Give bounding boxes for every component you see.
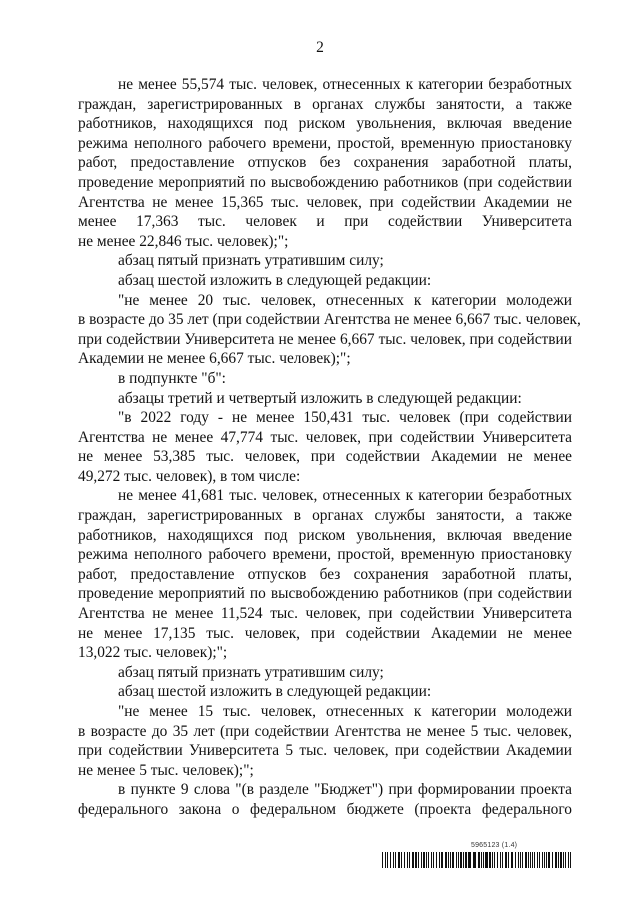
text-line: Академии не менее 6,667 тыс. человек);"; — [78, 350, 351, 368]
text-line: работ, предоставление отпусков без сохранения заработной платы, — [78, 565, 572, 583]
barcode-bar — [478, 852, 480, 868]
barcode-bar — [542, 852, 543, 868]
barcode-bar — [530, 852, 531, 868]
barcode-bar — [415, 852, 417, 868]
barcode-bar — [483, 852, 484, 868]
barcode-bar — [385, 852, 386, 868]
text-line: "не менее 15 тыс. человек, отнесенных к категории молодежи — [118, 703, 572, 720]
text-line: не менее 53,385 тыс. человек, при содействии Академии не менее — [78, 448, 572, 466]
text-line: федерального закона о федеральном бюджете (проекта федерального — [78, 800, 572, 818]
barcode-bar — [537, 852, 538, 868]
text-line: при содействии Университета не менее 6,667 тыс. человек, при содействии — [78, 330, 572, 348]
barcode-bar — [489, 852, 491, 868]
text-line: абзац пятый признать утратившим силу; — [118, 252, 384, 270]
barcode-bar — [465, 852, 467, 868]
barcode-bar — [390, 852, 391, 868]
barcode-bar — [398, 852, 400, 868]
barcode-bar — [423, 852, 425, 868]
barcode-bar — [481, 852, 482, 868]
barcode-bar — [401, 852, 402, 868]
text-line: не менее 55,574 тыс. человек, отнесенных к категории безработных — [118, 76, 572, 93]
text-line: граждан, зарегистрированных в органах службы занятости, а также — [78, 95, 572, 113]
text-line: проведение мероприятий по высвобождению работников (при содействии — [78, 173, 572, 191]
barcode-bar — [497, 852, 498, 868]
barcode-bar — [528, 852, 529, 868]
barcode-bar — [409, 852, 410, 868]
text-line: граждан, зарегистрированных в органах службы занятости, а также — [78, 507, 572, 525]
text-line: проведение мероприятий по высвобождению работников (при содействии — [78, 585, 572, 603]
barcode-bar — [494, 852, 495, 868]
text-line: "в 2022 году - не менее 150,431 тыс. человек (при содействии — [118, 409, 572, 427]
text-line: абзац пятый признать утратившим силу; — [118, 663, 384, 681]
barcode-bar — [539, 852, 540, 868]
barcode-bar — [448, 852, 449, 868]
barcode-bar — [387, 852, 388, 868]
barcode-bar — [441, 852, 443, 868]
barcode-bar — [468, 852, 471, 868]
text-line: не менее 41,681 тыс. человек, отнесенных к категории безработных — [118, 487, 572, 505]
barcode-bar — [456, 852, 457, 868]
barcode-bar — [552, 852, 553, 868]
barcode-bar — [505, 852, 507, 868]
barcode-bar — [450, 852, 451, 868]
barcode-bar — [428, 852, 429, 868]
barcode-bar — [445, 852, 447, 868]
barcode-bar — [485, 852, 488, 868]
text-line: 13,022 тыс. человек);"; — [78, 644, 228, 662]
barcode-bar — [520, 852, 521, 868]
barcode-bar — [436, 852, 437, 868]
barcode-bar — [518, 852, 519, 868]
barcode-bar — [558, 852, 559, 868]
barcode-bar — [458, 852, 459, 868]
text-line: при содействии Университета 5 тыс. человек, при содействии Академии — [78, 742, 572, 760]
barcode-bar — [421, 852, 422, 868]
barcode-bar — [565, 852, 566, 868]
document-body — [78, 75, 581, 820]
text-line: работников, находящихся под риском увольнения, включая введение — [78, 115, 572, 133]
barcode-bar — [460, 852, 462, 868]
barcode-bar — [439, 852, 440, 868]
text-line: в возрасте до 35 лет (при содействии Агентства не менее 5 тыс. человек, — [78, 722, 572, 740]
barcode-bar — [492, 852, 493, 868]
barcode-bar — [532, 852, 533, 868]
text-line: работ, предоставление отпусков без сохранения заработной платы, — [78, 154, 572, 172]
text-line: абзацы третий и четвертый изложить в следующей редакции: — [118, 389, 522, 407]
barcode-bar — [426, 852, 427, 868]
barcode-bar — [534, 852, 535, 868]
barcode-image — [382, 852, 572, 868]
barcode-bar — [500, 852, 501, 868]
barcode-bar — [382, 852, 383, 868]
text-line: работников, находящихся под риском увольнения, включая введение — [78, 526, 572, 544]
barcode-bar — [431, 852, 432, 868]
barcode-bar — [555, 852, 557, 868]
text-line: 49,272 тыс. человек), в том числе: — [78, 467, 301, 485]
barcode-bar — [418, 852, 419, 868]
document-code: 5965123 (1.4) — [471, 842, 518, 849]
barcode-bar — [433, 852, 434, 868]
barcode-bar — [511, 852, 513, 868]
text-line: "не менее 20 тыс. человек, отнесенных к категории молодежи — [118, 291, 572, 309]
text-line: Агентства не менее 11,524 тыс. человек, при содействии Университета — [78, 605, 572, 623]
barcode-bar — [502, 852, 503, 868]
text-line: абзац шестой изложить в следующей редакции: — [118, 271, 432, 289]
barcode-bar — [525, 852, 527, 868]
barcode-bar — [508, 852, 509, 868]
barcode-bar — [544, 852, 545, 868]
text-line: режима неполного рабочего времени, простой, временную приостановку — [78, 546, 572, 564]
text-line: менее 17,363 тыс. человек и при содействии Университета — [78, 213, 572, 231]
barcode-bar — [570, 852, 571, 868]
barcode-bar — [568, 852, 569, 868]
page-number: 2 — [316, 39, 324, 56]
text-line: не менее 22,846 тыс. человек);"; — [78, 232, 289, 250]
barcode-bar — [473, 852, 476, 868]
barcode-bar — [412, 852, 414, 868]
barcode-bar — [393, 852, 394, 868]
text-line: Агентства не менее 15,365 тыс. человек, при содействии Академии не — [78, 193, 572, 211]
barcode-bar — [563, 852, 564, 868]
text-line: не менее 5 тыс. человек);"; — [78, 761, 254, 779]
barcode-bar — [407, 852, 408, 868]
barcode-bar — [548, 852, 550, 868]
text-line: абзац шестой изложить в следующей редакции: — [118, 683, 432, 701]
text-line: в возрасте до 35 лет (при содействии Агентства не менее 6,667 тыс. человек, — [78, 311, 581, 329]
text-line: Агентства не менее 47,774 тыс. человек, при содействии Университета — [78, 428, 572, 446]
barcode-bar — [463, 852, 464, 868]
barcode-bar — [522, 852, 523, 868]
barcode-bar — [452, 852, 454, 868]
barcode-bar — [515, 852, 516, 868]
text-line: режима неполного рабочего времени, простой, временную приостановку — [78, 134, 572, 152]
text-line: в пункте 9 слова "(в разделе "Бюджет") при формировании проекта — [118, 781, 572, 799]
barcode-bar — [395, 852, 396, 868]
barcode-bar — [404, 852, 405, 868]
text-line: в подпункте "б": — [118, 369, 226, 387]
barcode-bar — [560, 852, 562, 868]
barcode-bar — [546, 852, 547, 868]
text-line: не менее 17,135 тыс. человек, при содействии Академии не менее — [78, 624, 572, 642]
